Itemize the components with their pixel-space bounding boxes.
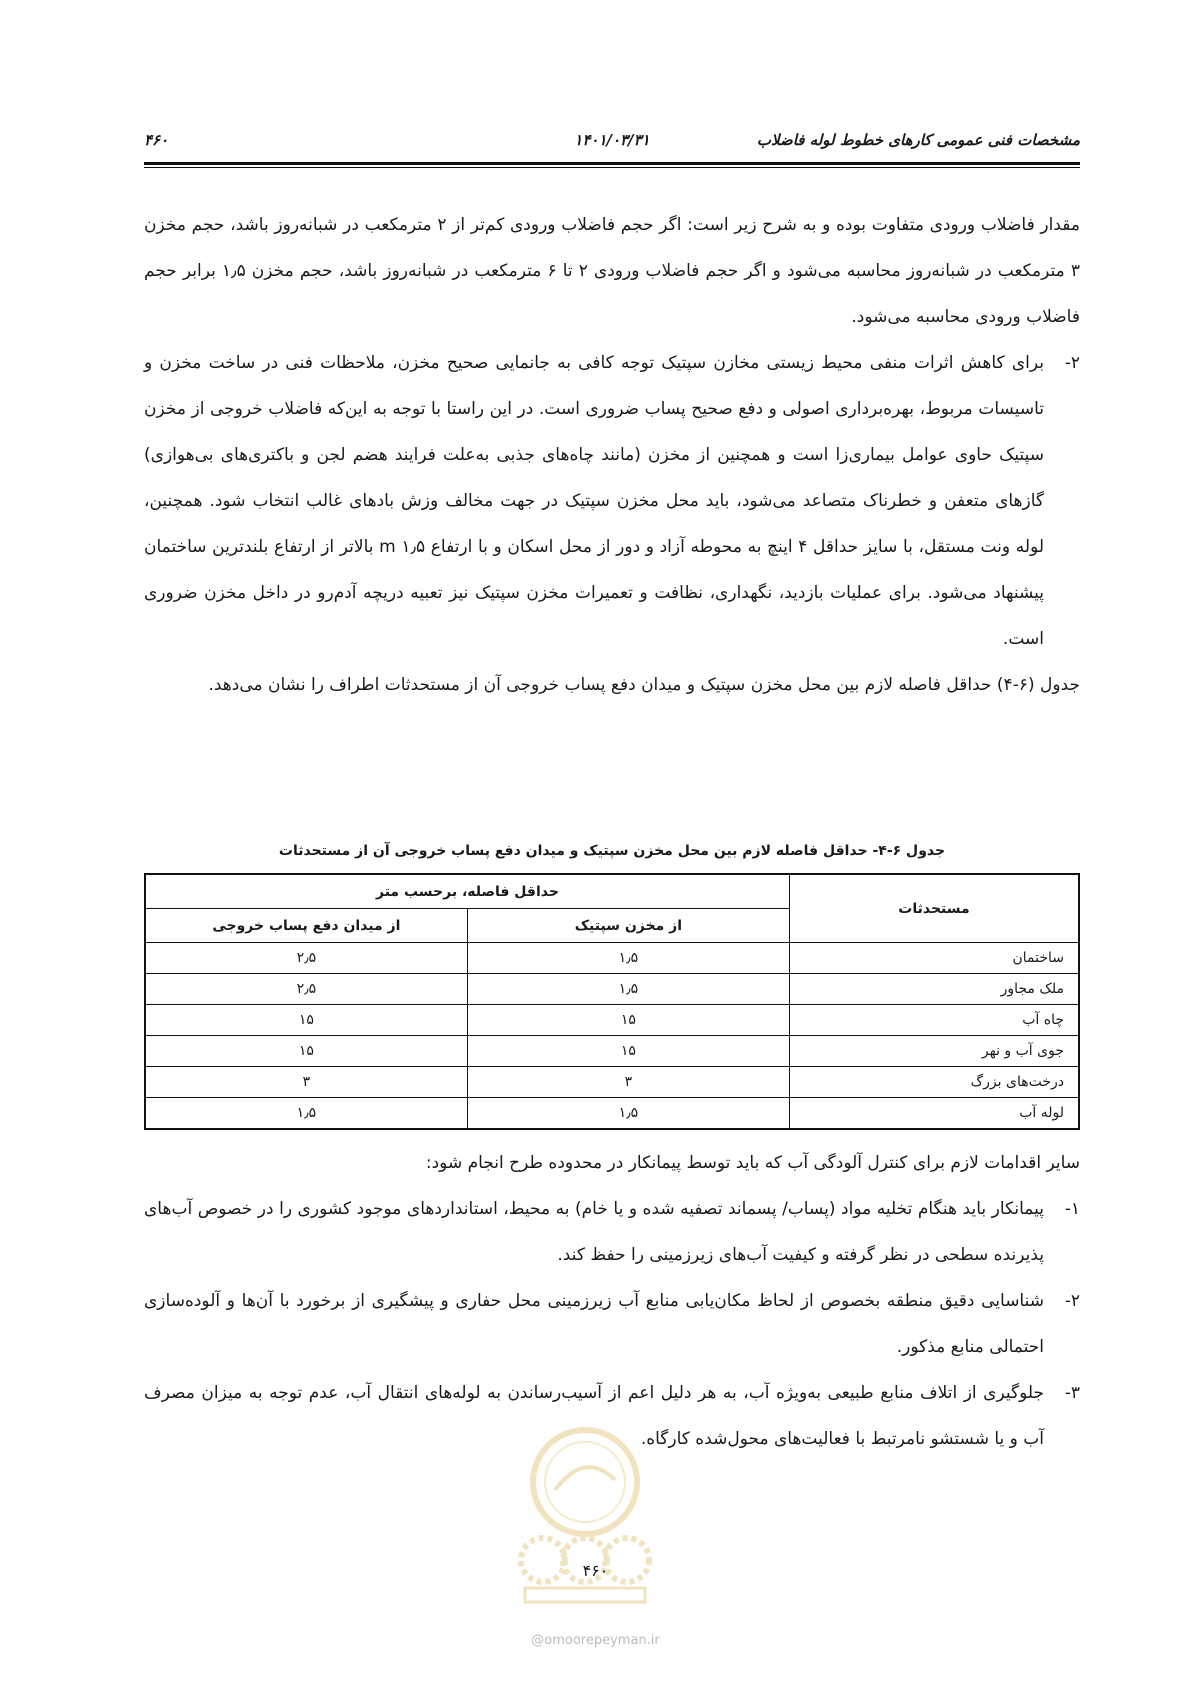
table-header-septic: از مخزن سپتیک (467, 909, 789, 943)
row-septic: ۱٫۵ (467, 1098, 789, 1130)
header-rule-thick (144, 162, 1080, 165)
row-label: ساختمان (789, 943, 1079, 974)
row-label: لوله آب (789, 1098, 1079, 1130)
row-field: ۱۵ (145, 1036, 467, 1067)
body-top (144, 202, 1080, 708)
table-header-field: از میدان دفع پساب خروجی (145, 909, 467, 943)
row-septic: ۳ (467, 1067, 789, 1098)
table-row (145, 1098, 1079, 1130)
after-table-paragraph: سایر اقدامات لازم برای کنترل آلودگی آب که باید توسط پیمانکار در محدوده طرح انجام شود: (425, 1153, 1080, 1173)
table-row (145, 943, 1079, 974)
row-field: ۱۵ (145, 1005, 467, 1036)
header-rule-thin (144, 167, 1080, 168)
list-item-number: ۳- (1064, 1383, 1080, 1403)
list-item (144, 1278, 1080, 1370)
table-intro-paragraph: جدول (۶-۴) حداقل فاصله لازم بین محل مخزن سپتیک و میدان دفع پساب خروجی آن از مستحدثات اطراف را نشان می‌دهد. (208, 675, 1080, 695)
row-septic: ۱٫۵ (467, 974, 789, 1005)
seal-logo-icon (505, 1420, 665, 1610)
list-item-text: شناسایی دقیق منطقه بخصوص از لحاظ مکان‌یابی منابع آب زیرزمینی محل حفاری و پیشگیری از برخورد با آن‌ها و آلوده‌سازی احتمالی منابع مذکور. (144, 1291, 1044, 1357)
table-row (145, 974, 1079, 1005)
table-caption: جدول ۶-۴- حداقل فاصله لازم بین محل مخزن سپتیک و میدان دفع پساب خروجی آن از مستحدثات (278, 843, 946, 859)
row-label: چاه آب (789, 1005, 1079, 1036)
footer-page-number: ۴۶۰ (582, 1561, 609, 1580)
row-label: جوی آب و نهر (789, 1036, 1079, 1067)
row-field: ۱٫۵ (145, 1098, 467, 1130)
list-item-number: ۲- (1064, 353, 1080, 373)
table-row (145, 1036, 1079, 1067)
footer-url: @omoorepeyman.ir (531, 1633, 660, 1648)
row-septic: ۱٫۵ (467, 943, 789, 974)
list-item-text: برای کاهش اثرات منفی محیط زیستی مخازن سپتیک توجه کافی به جانمایی صحیح مخزن، ملاحظات فنی در ساخت مخزن و تاسیسات مربوط، بهره‌برداری اصولی و دفع صحیح پساب ضروری است. در این راستا با توجه به این‌که فاضلاب خروجی از مخزن سپتیک حاوی عوامل بیماری‌زا است و همچنین از مخزن (مانند چاه‌های جذبی به‌علت فرایند هضم لجن و باکتری‌های بی‌هوازی) گازهای متعفن و خطرناک متصاعد می‌شود، باید محل مخزن سپتیک در جهت مخالف وزش بادهای غالب انتخاب شود. همچنین، لوله ونت مستقل، با سایز حداقل ۴ اینچ به محوطه آزاد و دور از محل اسکان و با ارتفاع ۱٫۵ m بالاتر از ارتفاع بلندترین ساختمان پیشنهاد می‌شود. برای عملیات بازدید، نگهداری، نظافت و تعمیرات مخزن سپتیک نیز تعبیه دریچه آدم‌رو در داخل مخزن ضروری است. (144, 353, 1045, 649)
header-title: مشخصات فنی عمومی کارهای خطوط لوله فاضلاب (756, 131, 1080, 149)
list-item-text: پیمانکار باید هنگام تخلیه مواد (پساب/ پسماند تصفیه شده و یا خام) به محیط، استانداردهای موجود کشوری را در خصوص آب‌های پذیرنده سطحی در نظر گرفته و کیفیت آب‌های زیرزمینی را حفظ کند. (144, 1199, 1044, 1265)
running-header (144, 127, 1080, 157)
row-field: ۳ (145, 1067, 467, 1098)
distance-table (144, 873, 1080, 1130)
header-page-number: ۴۶۰ (144, 131, 169, 149)
body-bottom (144, 1140, 1080, 1462)
table-row (145, 1067, 1079, 1098)
row-label: درخت‌های بزرگ (789, 1067, 1079, 1098)
row-label: ملک مجاور (789, 974, 1079, 1005)
table-header-label: مستحدثات (789, 874, 1079, 943)
header-date: ۱۴۰۱/۰۳/۳۱ (574, 131, 650, 149)
list-item-number: ۱- (1064, 1199, 1080, 1219)
table-row (145, 1005, 1079, 1036)
list-item-2-top (144, 340, 1080, 662)
list-item (144, 1186, 1080, 1278)
list-item-text: جلوگیری از اتلاف منابع طبیعی به‌ویژه آب، به هر دلیل اعم از آسیب‌رساندن به لوله‌های انتقال آب، عدم توجه به میزان مصرف آب و یا شستشو نامرتبط با فعالیت‌های محول‌شده کارگاه. (144, 1383, 1044, 1449)
table-group-header: حداقل فاصله، برحسب متر (145, 874, 789, 909)
list-item-number: ۲- (1064, 1291, 1080, 1311)
row-septic: ۱۵ (467, 1005, 789, 1036)
row-field: ۲٫۵ (145, 974, 467, 1005)
intro-paragraph: مقدار فاضلاب ورودی متفاوت بوده و به شرح زیر است: اگر حجم فاضلاب ورودی کم‌تر از ۲ مترمکعب در شبانه‌روز باشد، حجم مخزن ۳ مترمکعب در شبانه‌روز محاسبه می‌شود و اگر حجم فاضلاب ورودی ۲ تا ۶ مترمکعب در شبانه‌روز باشد، حجم مخزن ۱٫۵ برابر حجم فاضلاب ورودی محاسبه می‌شود. (144, 215, 1080, 327)
row-septic: ۱۵ (467, 1036, 789, 1067)
row-field: ۲٫۵ (145, 943, 467, 974)
